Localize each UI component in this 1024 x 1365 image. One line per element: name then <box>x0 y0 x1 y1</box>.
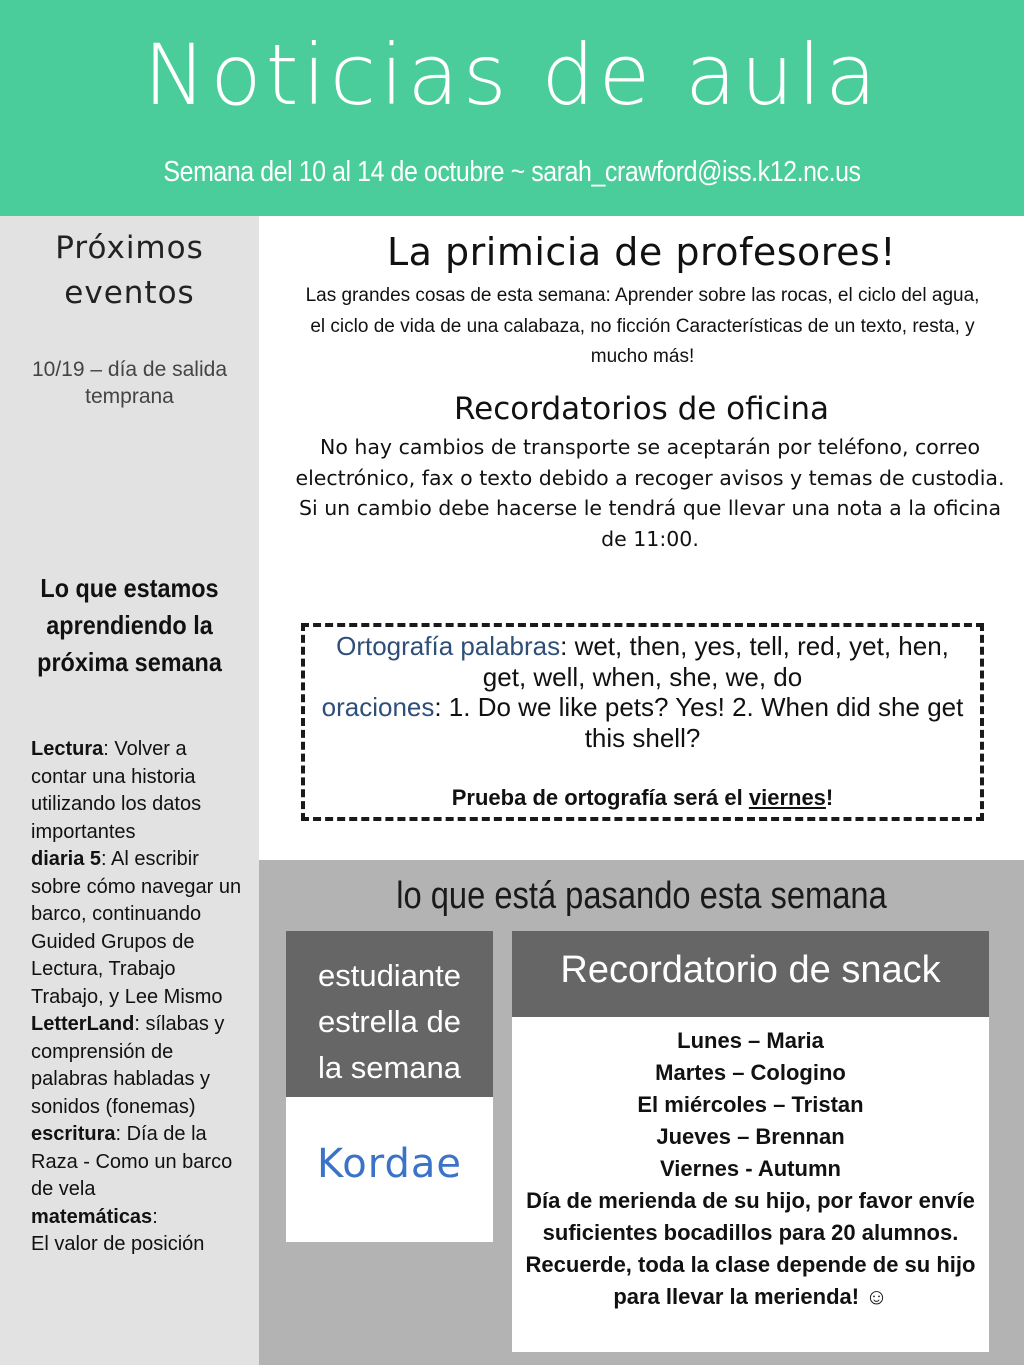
learning-list <box>31 736 246 1259</box>
upcoming-events-heading <box>0 226 259 316</box>
snack-day: Viernes - Autumn <box>660 1156 841 1181</box>
events-heading-line1: Próximos <box>55 230 204 266</box>
snack-schedule <box>520 1025 981 1313</box>
learning-item <box>31 1011 246 1121</box>
learning-subject: Lectura <box>31 738 104 760</box>
office-reminders-text <box>290 432 1010 554</box>
learning-text: : sílabas y comprensión de palabras habladas y sonidos (fonemas) <box>31 1013 225 1118</box>
star-student-name: Kordae <box>317 1141 462 1187</box>
snack-day: Lunes – Maria <box>677 1028 824 1053</box>
spelling-test-note <box>319 783 966 814</box>
learning-item <box>31 846 246 1011</box>
learning-heading: Lo que estamos aprendiendo la próxima semana <box>37 573 222 677</box>
learning-item <box>31 736 246 846</box>
spelling-box <box>301 623 984 821</box>
left-sidebar <box>0 216 259 1365</box>
snack-reminder-title: Recordatorio de snack <box>512 931 989 1017</box>
spelling-words-list: : wet, then, yes, tell, red, yet, hen, get, well, when, she, we, do <box>482 631 949 692</box>
snack-reminder-card <box>512 931 989 1352</box>
star-title-line2: estrella de <box>317 1004 462 1039</box>
event-item <box>20 356 239 410</box>
star-student-name-box <box>286 1097 493 1242</box>
spelling-test-prefix: Prueba de ortografía será el <box>451 785 749 810</box>
newsletter-title: Noticias de aula <box>143 26 881 124</box>
snack-day: Martes – Cologino <box>655 1060 846 1085</box>
learning-text: : Al escribir sobre cómo navegar un barco, continuando Guided Grupos de Lectura, Trabajo Trabajo, y Lee Mismo <box>31 848 242 1008</box>
star-title-line1: estudiante <box>317 958 462 993</box>
spelling-words <box>319 631 966 692</box>
event-text: – día de salida temprana <box>85 358 227 408</box>
learning-text: : Volver a contar una historia utilizando los datos importantes <box>31 738 202 843</box>
spelling-sentences-label: oraciones <box>321 692 435 722</box>
events-heading-line2: eventos <box>64 275 195 311</box>
newsletter-subtitle: Semana del 10 al 14 de octubre ~ sarah_crawford@iss.k12.nc.us <box>163 156 861 188</box>
learning-item <box>31 1204 246 1232</box>
spelling-test-suffix: ! <box>825 785 834 810</box>
learning-subject: escritura <box>31 1123 116 1145</box>
star-student-card <box>286 931 493 1242</box>
header-banner <box>0 0 1024 216</box>
teacher-scoop-heading: La primicia de profesores! <box>387 230 896 274</box>
spelling-sentences <box>319 692 966 753</box>
spelling-test-day: viernes <box>748 785 826 810</box>
learning-text: : Día de la Raza - Como un barco de vela <box>31 1123 233 1200</box>
office-text-paragraph-1: No hay cambios de transporte se aceptarán por teléfono, correo electrónico, fax o texto debido a recoger avisos y temas de custodia. <box>295 435 1005 490</box>
snack-note: Día de merienda de su hijo, por favor envíe suficientes bocadillos para 20 alumnos. Recuerde, toda la clase depende de su hijo para llevar la merienda! ☺ <box>525 1188 976 1309</box>
office-text-paragraph-2: Si un cambio debe hacerse le tendrá que llevar una nota a la oficina de 11:00. <box>298 496 1002 551</box>
teacher-scoop-text: Las grandes cosas de esta semana: Aprender sobre las rocas, el ciclo del agua, el ciclo de vida de una calabaza, no ficción Características de un texto, resta, y mucho más! <box>305 285 980 367</box>
star-title-line3: la semana <box>317 1050 462 1085</box>
learning-item <box>31 1121 246 1204</box>
snack-day: El miércoles – Tristan <box>637 1092 864 1117</box>
learning-item <box>31 1231 246 1259</box>
learning-subject: matemáticas <box>31 1205 153 1228</box>
this-week-heading: lo que está pasando esta semana <box>396 875 887 917</box>
learning-text: : <box>152 1205 158 1228</box>
snack-day: Jueves – Brennan <box>656 1124 845 1149</box>
learning-subject: diaria 5 <box>31 848 102 870</box>
spelling-sentences-text: : 1. Do we like pets? Yes! 2. When did she get this shell? <box>434 692 964 753</box>
star-student-title <box>286 931 493 1097</box>
spelling-words-label: Ortografía palabras <box>336 631 561 661</box>
office-reminders-heading: Recordatorios de oficina <box>454 391 829 427</box>
learning-subject: LetterLand <box>31 1013 135 1035</box>
event-date: 10/19 <box>31 358 85 381</box>
learning-text: El valor de posición <box>31 1233 205 1255</box>
